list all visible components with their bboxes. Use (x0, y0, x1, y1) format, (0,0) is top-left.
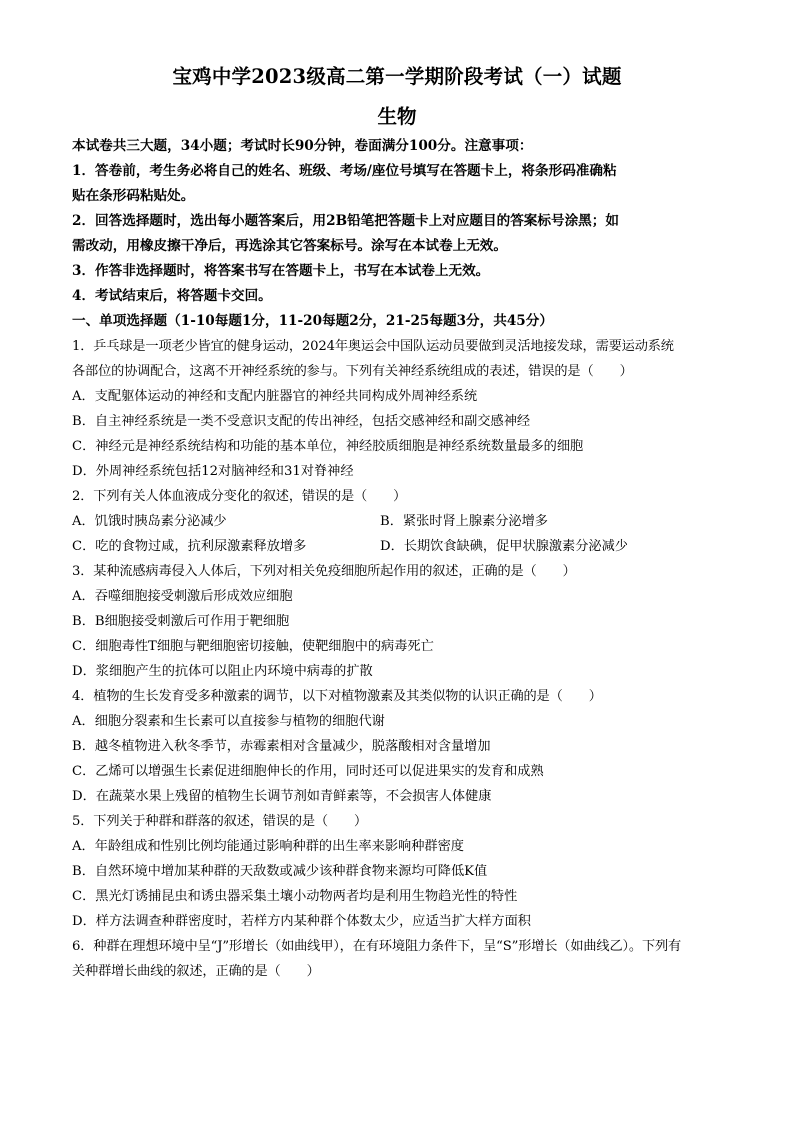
option-d: D．浆细胞产生的抗体可以阻止内环境中病毒的扩散 (72, 664, 373, 679)
instruction-line: 需改动，用橡皮擦干净后，再选涂其它答案标号。涂写在本试卷上无效。 (72, 238, 507, 254)
exam-page (72, 60, 722, 984)
instruction-line: 3．作答非选择题时，将答案书写在答题卡上，书写在本试卷上无效。 (72, 263, 490, 279)
option-c: C．细胞毒性T细胞与靶细胞密切接触，使靶细胞中的病毒死亡 (72, 639, 434, 654)
option-c: C．乙烯可以增强生长素促进细胞伸长的作用，同时还可以促进果实的发育和成熟 (72, 764, 544, 779)
option-d: D．在蔬菜水果上残留的植物生长调节剂如青鲜素等，不会损害人体健康 (72, 789, 492, 804)
option-a: A．支配躯体运动的神经和支配内脏器官的神经共同构成外周神经系统 (72, 389, 478, 404)
option-b: B．自然环境中增加某种群的天敌数或减少该种群食物来源均可降低K值 (72, 864, 488, 879)
question-stem: 3．某种流感病毒侵入人体后，下列对相关免疫细胞所起作用的叙述，正确的是（ ） (72, 564, 576, 579)
instruction-line: 1．答卷前，考生务必将自己的姓名、班级、考场/座位号填写在答题卡上，将条形码准确粘 (72, 163, 617, 179)
instruction-line: 2．回答选择题时，选出每小题答案后，用2B铅笔把答题卡上对应题目的答案标号涂黑；如 (72, 213, 619, 229)
option-b: B．B细胞接受刺激后可作用于靶细胞 (72, 614, 290, 629)
question-stem: 关种群增长曲线的叙述，正确的是（ ） (72, 964, 320, 979)
section-heading: 一、单项选择题（1-10每题1分，11-20每题2分，21-25每题3分，共45分） (72, 313, 553, 329)
option-c: C．黑光灯诱捕昆虫和诱虫器采集土壤小动物两者均是利用生物趋光性的特性 (72, 889, 518, 904)
instructions-intro: 本试卷共三大题，34小题；考试时长90分钟，卷面满分100分。注意事项： (72, 138, 533, 154)
question-stem: 2．下列有关人体血液成分变化的叙述，错误的是（ ） (72, 489, 407, 504)
exam-title: 宝鸡中学2023级高二第一学期阶段考试（一）试题 (172, 65, 622, 88)
option-d: D．样方法调查种群密度时，若样方内某种群个体数太少，应适当扩大样方面积 (72, 914, 531, 929)
question-stem: 各部位的协调配合，这离不开神经系统的参与。下列有关神经系统组成的表述，错误的是（ ） (72, 364, 633, 379)
option-a: A．吞噬细胞接受刺激后形成效应细胞 (72, 589, 293, 604)
option-row (72, 534, 722, 559)
instruction-line: 贴在条形码粘贴处。 (72, 188, 195, 204)
option-a: A．年龄组成和性别比例均能通过影响种群的出生率来影响种群密度 (72, 839, 464, 854)
option-c: C．神经元是神经系统结构和功能的基本单位，神经胶质细胞是神经系统数量最多的细胞 (72, 439, 584, 454)
option-b: B．紧张时肾上腺素分泌增多 (380, 514, 548, 529)
option-a: A．细胞分裂素和生长素可以直接参与植物的细胞代谢 (72, 714, 385, 729)
option-d: D．长期饮食缺碘，促甲状腺激素分泌减少 (380, 539, 628, 554)
subject-title: 生物 (377, 105, 417, 128)
question-stem: 6．种群在理想环境中呈“J”形增长（如曲线甲），在有环境阻力条件下，呈“S”形增长（如曲线乙）。下列有 (72, 939, 682, 954)
instruction-line: 4．考试结束后，将答题卡交回。 (72, 288, 272, 304)
option-c: C．吃的食物过咸，抗利尿激素释放增多 (72, 539, 307, 554)
option-b: B．越冬植物进入秋冬季节，赤霉素相对含量减少，脱落酸相对含量增加 (72, 739, 491, 754)
option-d: D．外周神经系统包括12对脑神经和31对脊神经 (72, 464, 354, 479)
question-stem: 4．植物的生长发育受多种激素的调节，以下对植物激素及其类似物的认识正确的是（ ） (72, 689, 602, 704)
question-stem: 1．乒乓球是一项老少皆宜的健身运动，2024年奥运会中国队运动员要做到灵活地接发球，需要运动系统 (72, 339, 674, 354)
option-b: B．自主神经系统是一类不受意识支配的传出神经，包括交感神经和副交感神经 (72, 414, 531, 429)
option-row (72, 509, 722, 534)
question-stem: 5．下列关于种群和群落的叙述，错误的是（ ） (72, 814, 368, 829)
option-a: A．饥饿时胰岛素分泌减少 (72, 514, 227, 529)
